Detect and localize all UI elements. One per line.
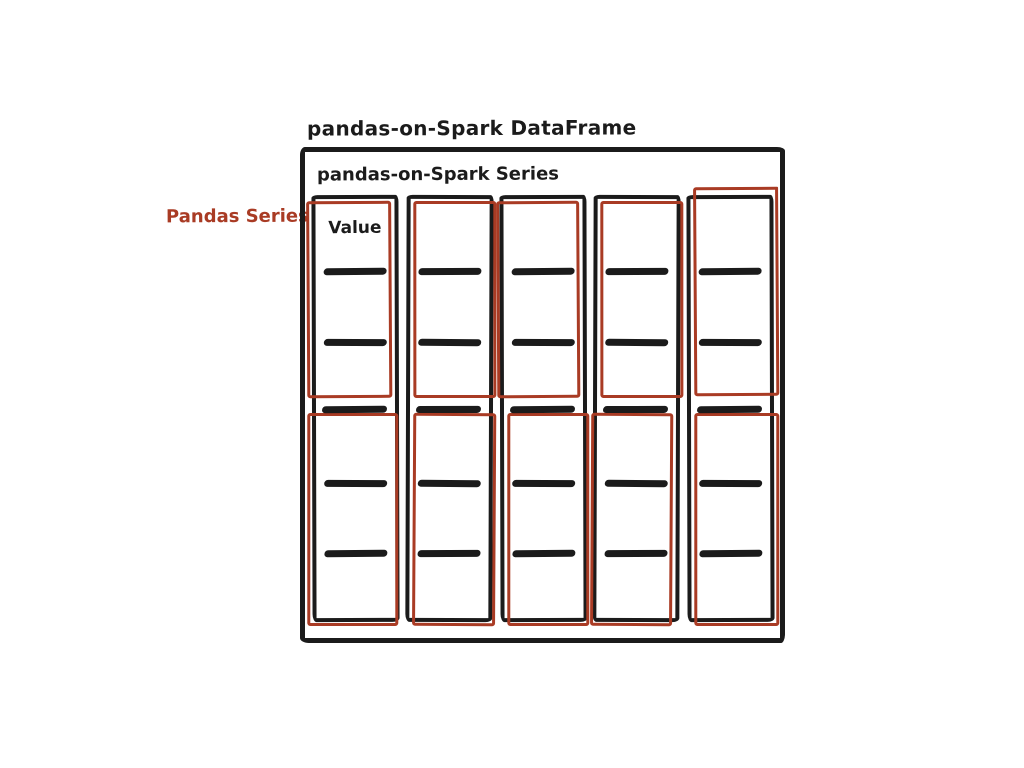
value-row-dash: [699, 550, 762, 558]
pandas-series-partition-outline-upper: [601, 201, 684, 398]
value-row-dash: [699, 480, 762, 487]
pandas-series-partition-outline-lower: [412, 413, 496, 626]
value-row-dash: [511, 268, 574, 276]
value-row-dash: [323, 268, 386, 276]
value-row-dash: [324, 339, 387, 346]
value-row-dash: [699, 339, 762, 346]
pandas-series-label: Pandas Series: [165, 205, 309, 228]
value-row-dash: [418, 268, 481, 275]
value-row-dash: [604, 406, 669, 413]
pandas-series-partition-outline-upper: [496, 201, 580, 399]
value-row-dash: [418, 339, 481, 347]
pandas-series-partition-outline-lower: [307, 413, 398, 626]
value-row-dash: [697, 406, 762, 414]
value-row-dash: [417, 480, 480, 488]
value-row-dash: [512, 550, 575, 558]
pandas-series-partition-outline-upper: [693, 187, 779, 397]
value-row-dash: [324, 480, 387, 487]
value-row-dash: [416, 406, 481, 413]
dataframe-box: [300, 147, 785, 643]
pandas-series-partition-outline-upper: [413, 201, 496, 398]
series-column: [405, 195, 493, 622]
value-row-dash: [510, 406, 575, 414]
pandas-series-partition-outline-lower: [694, 413, 779, 626]
series-column: [499, 195, 587, 622]
value-label: Value: [328, 217, 382, 239]
value-row-dash: [512, 480, 575, 487]
value-row-dash: [511, 339, 574, 346]
series-column: [593, 195, 681, 622]
dataframe-title: pandas-on-Spark DataFrame: [306, 115, 637, 141]
pandas-series-partition-outline-lower: [507, 413, 589, 626]
series-column: [687, 195, 775, 622]
value-row-dash: [324, 550, 387, 558]
columns-row: [312, 195, 774, 622]
value-row-dash: [322, 406, 387, 414]
value-row-dash: [605, 480, 668, 488]
pandas-on-spark-series-label: pandas-on-Spark Series: [316, 163, 560, 186]
value-row-dash: [605, 339, 668, 347]
value-row-dash: [605, 550, 668, 557]
value-row-dash: [417, 550, 480, 557]
pandas-series-partition-outline-lower: [590, 413, 673, 626]
value-row-dash: [606, 268, 669, 275]
series-column: [311, 195, 399, 622]
value-row-dash: [699, 268, 762, 276]
